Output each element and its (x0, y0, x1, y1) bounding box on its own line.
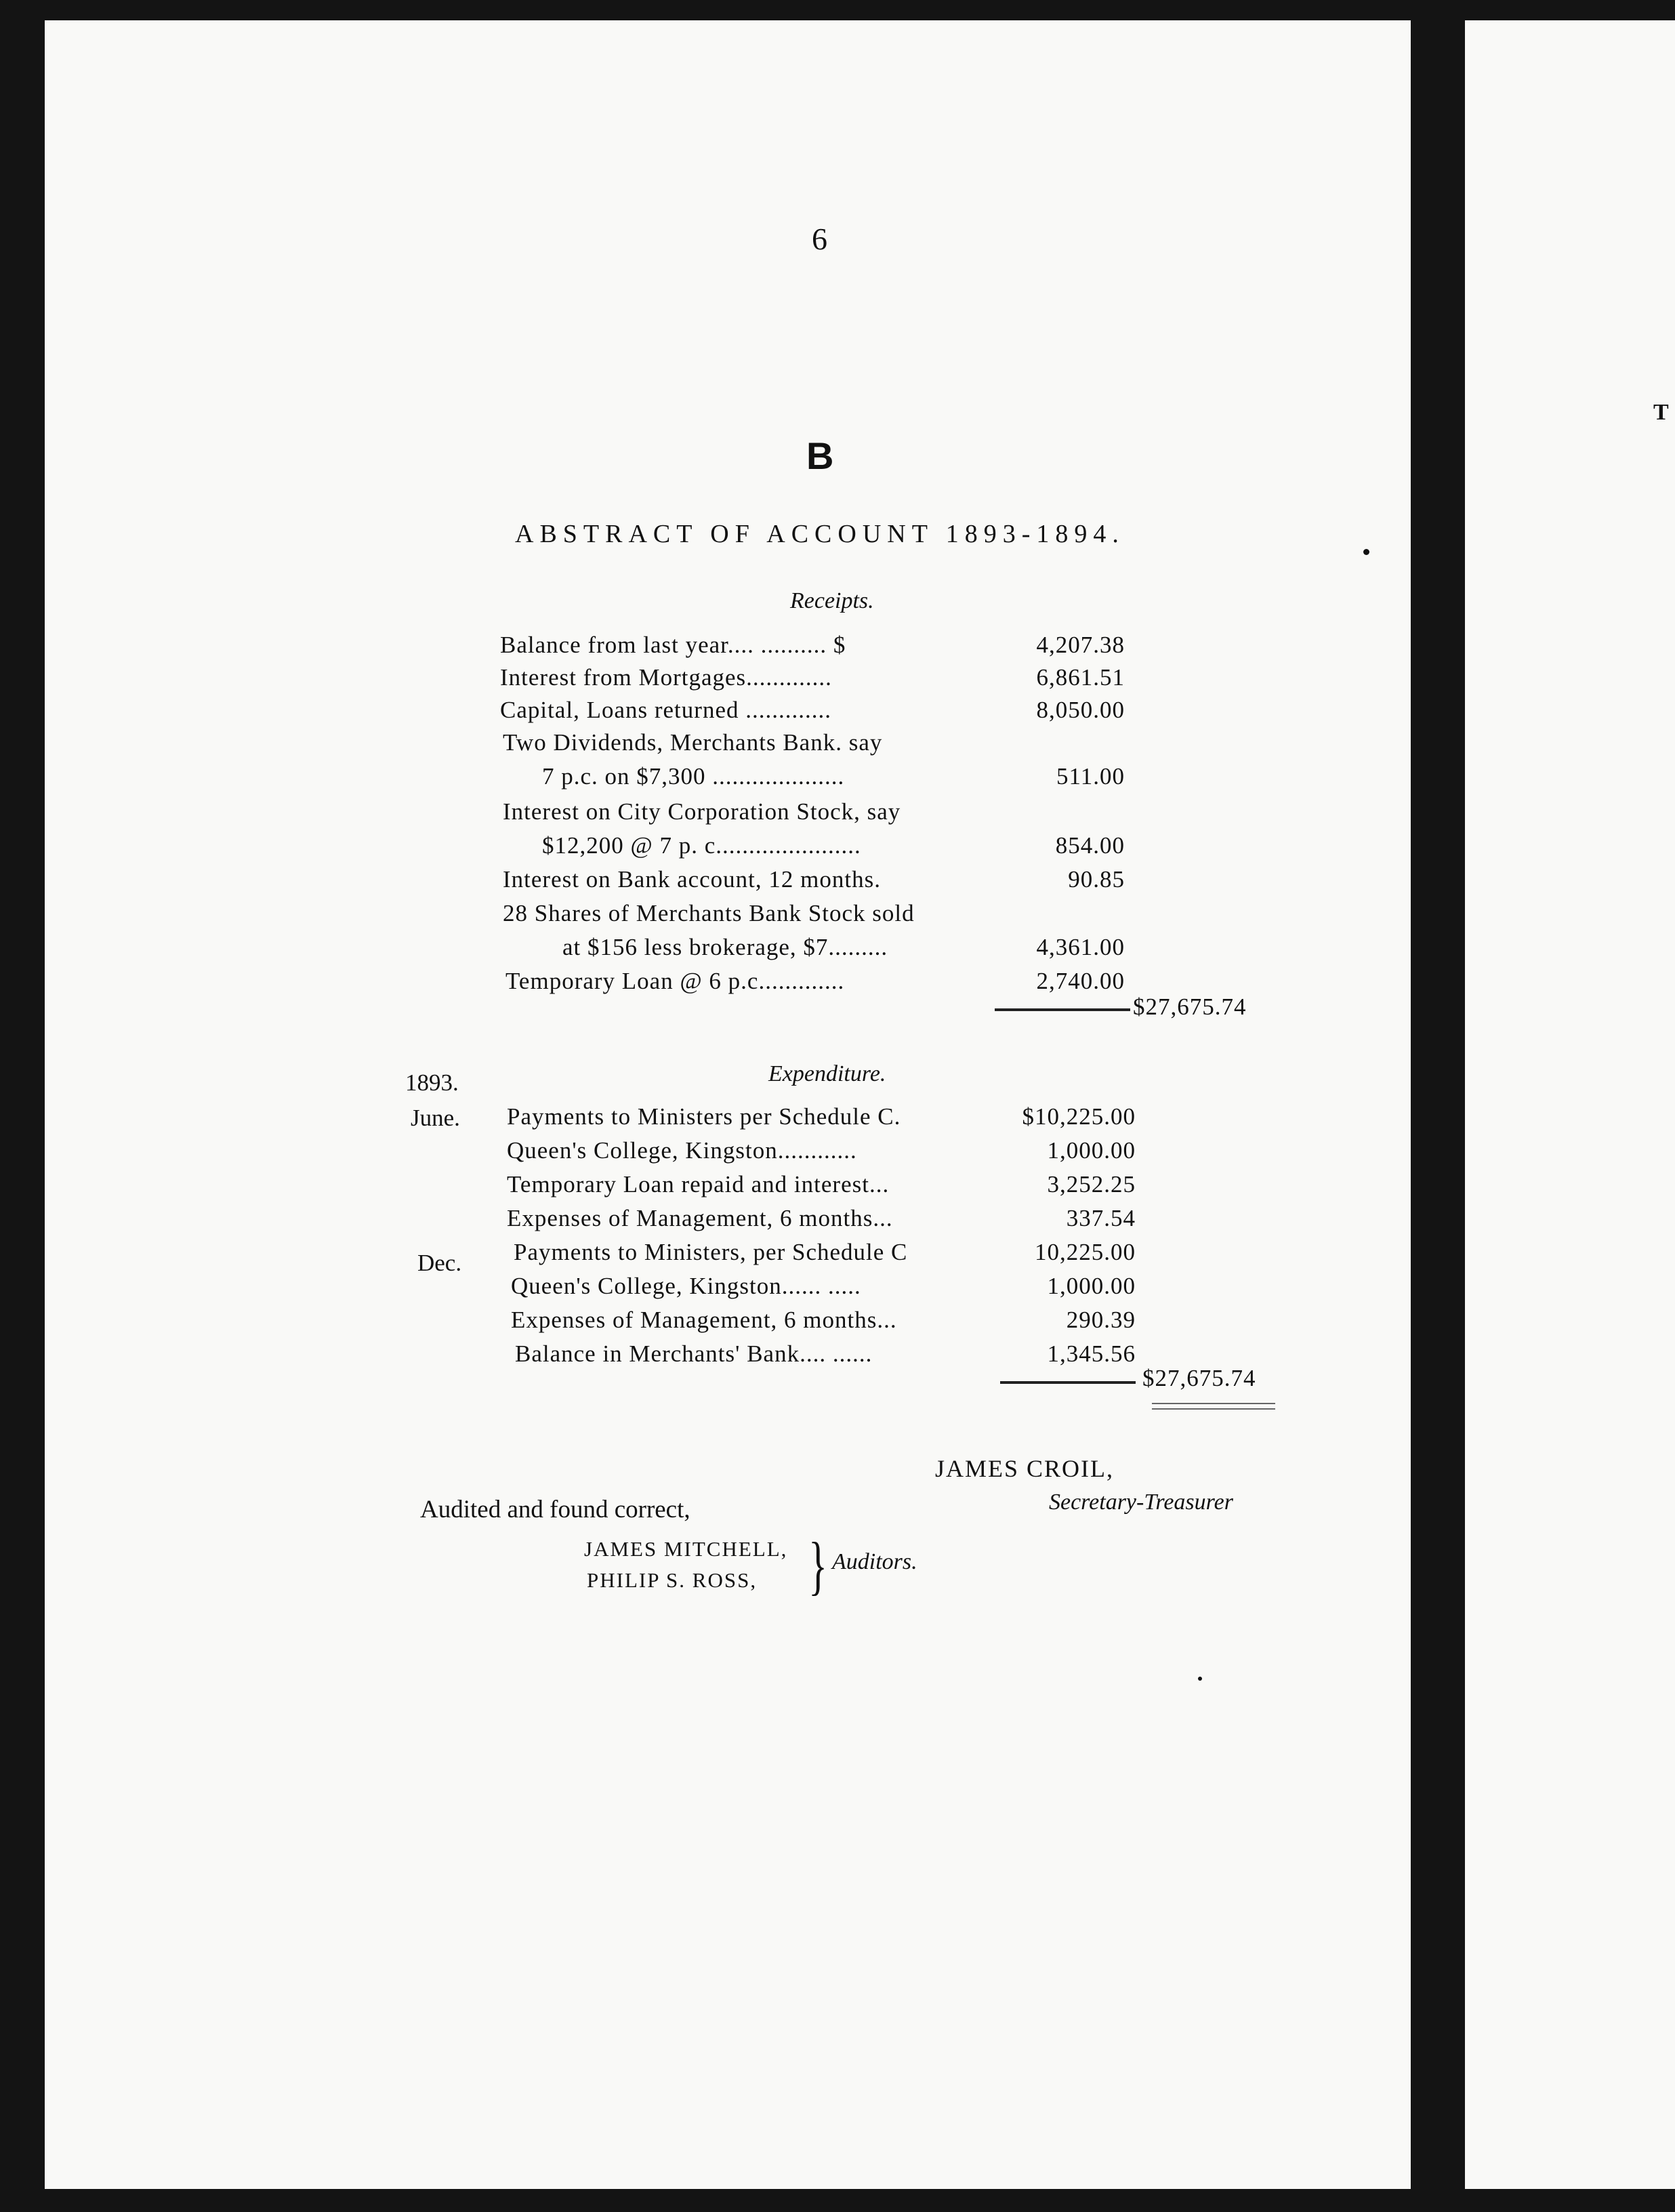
receipts-total: $27,675.74 (1133, 994, 1247, 1020)
expenditure-row (511, 1273, 1136, 1304)
receipt-label: Temporary Loan @ 6 p.c............. (505, 968, 845, 994)
expenditure-label: Balance in Merchants' Bank.... ...... (515, 1340, 873, 1367)
signatory-name: JAMES CROIL, (935, 1455, 1115, 1482)
receipt-row (542, 832, 1125, 863)
receipt-label: Balance from last year.... .......... $ (500, 632, 846, 658)
receipt-label: Capital, Loans returned ............. (500, 697, 831, 723)
expenditure-amount: 1,000.00 (1047, 1137, 1136, 1164)
expenditure-label: Expenses of Management, 6 months... (511, 1307, 897, 1333)
receipt-row (503, 866, 1125, 897)
auditor-name: JAMES MITCHELL, (584, 1537, 788, 1561)
expenditure-label: Expenses of Management, 6 months... (507, 1205, 893, 1231)
expenditure-row (507, 1171, 1136, 1202)
page-number: 6 (812, 222, 827, 256)
expenditure-amount: 337.54 (1066, 1205, 1136, 1231)
receipt-amount: 4,361.00 (1036, 934, 1125, 960)
audit-statement: Audited and found correct, (420, 1496, 690, 1523)
expenditure-amount: 3,252.25 (1047, 1171, 1136, 1197)
expenditure-date: Dec. (417, 1250, 462, 1276)
receipt-label: Interest on Bank account, 12 months. (503, 866, 881, 893)
expenditure-row (507, 1103, 1136, 1134)
receipt-label: $12,200 @ 7 p. c...................... (542, 832, 861, 859)
receipt-label: Interest from Mortgages............. (500, 664, 832, 691)
receipt-row (500, 632, 1125, 663)
expenditure-sum-rule (1000, 1381, 1136, 1384)
receipt-row (500, 697, 1125, 728)
receipt-amount: 4,207.38 (1036, 632, 1125, 658)
auditor-name: PHILIP S. ROSS, (587, 1568, 758, 1592)
expenditure-label: Queen's College, Kingston...... ..... (511, 1273, 861, 1299)
auditors-label: Auditors. (832, 1549, 917, 1574)
receipt-label: at $156 less brokerage, $7......... (562, 934, 888, 960)
facing-page-edge (1465, 20, 1675, 2189)
receipt-amount: 8,050.00 (1036, 697, 1125, 723)
expenditure-row (514, 1239, 1136, 1270)
expenditure-date: June. (411, 1105, 460, 1131)
receipt-amount: 6,861.51 (1036, 664, 1125, 691)
receipt-amount: 2,740.00 (1036, 968, 1125, 994)
expenditure-heading: Expenditure. (768, 1061, 886, 1086)
expenditure-amount: 290.39 (1066, 1307, 1136, 1333)
expenditure-row (511, 1307, 1136, 1338)
receipt-row (500, 664, 1125, 695)
expenditure-row (507, 1137, 1136, 1168)
receipt-label: 28 Shares of Merchants Bank Stock sold (503, 900, 915, 926)
expenditure-amount: $10,225.00 (1022, 1103, 1136, 1130)
facing-page-letter: T (1653, 400, 1669, 425)
receipts-heading: Receipts. (790, 588, 874, 613)
receipt-amount: 90.85 (1068, 866, 1125, 893)
receipts-sum-rule (995, 1008, 1130, 1011)
expenditure-label: Temporary Loan repaid and interest... (507, 1171, 890, 1197)
expenditure-label: Queen's College, Kingston............ (507, 1137, 857, 1164)
receipt-label: 7 p.c. on $7,300 .................... (542, 763, 845, 790)
receipt-amount: 854.00 (1055, 832, 1125, 859)
section-letter: B (806, 434, 834, 477)
receipt-row-continued (503, 900, 1125, 931)
auditors-brace: } (808, 1529, 827, 1601)
expenditure-year: 1893. (405, 1069, 459, 1096)
receipt-row-continued (503, 798, 1125, 830)
expenditure-label: Payments to Ministers, per Schedule C (514, 1239, 908, 1265)
double-rule-top (1152, 1403, 1275, 1404)
expenditure-amount: 1,000.00 (1047, 1273, 1136, 1299)
double-rule-bottom (1152, 1408, 1275, 1410)
expenditure-row (515, 1340, 1136, 1372)
expenditure-amount: 10,225.00 (1035, 1239, 1136, 1265)
receipt-row (562, 934, 1125, 965)
receipt-label: Interest on City Corporation Stock, say (503, 798, 901, 825)
receipt-label: Two Dividends, Merchants Bank. say (503, 729, 883, 756)
receipt-amount: 511.00 (1056, 763, 1125, 790)
print-speck (1363, 549, 1369, 555)
expenditure-amount: 1,345.56 (1047, 1340, 1136, 1367)
expenditure-total: $27,675.74 (1142, 1365, 1256, 1391)
print-speck (1198, 1677, 1202, 1681)
receipt-row (542, 763, 1125, 794)
receipt-row-continued (503, 729, 1125, 760)
expenditure-row (507, 1205, 1136, 1236)
expenditure-label: Payments to Ministers per Schedule C. (507, 1103, 901, 1130)
receipt-row (505, 968, 1125, 999)
signatory-role: Secretary-Treasurer (1049, 1490, 1233, 1515)
page-title: ABSTRACT OF ACCOUNT 1893-1894. (515, 520, 1125, 548)
